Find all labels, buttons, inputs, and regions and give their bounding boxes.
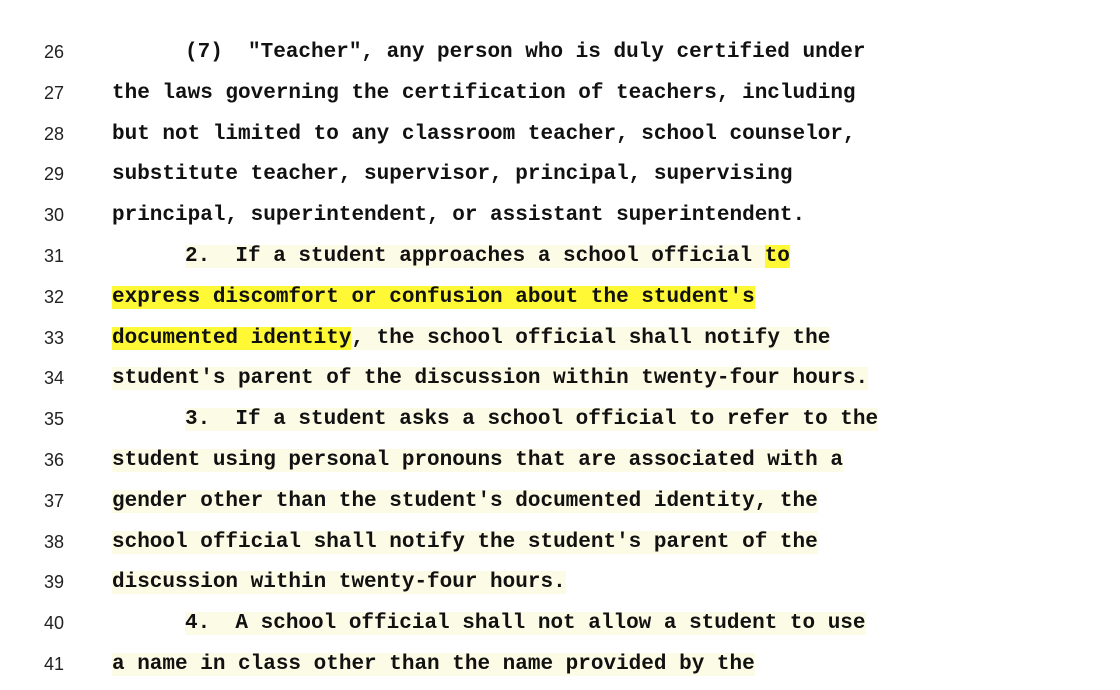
- line-number: 31: [44, 246, 65, 266]
- line-number: 26: [44, 42, 65, 62]
- text-segment: substitute teacher, supervisor, principal, supervising: [112, 163, 793, 187]
- document-line: [0, 644, 1120, 685]
- document-line: [0, 277, 1120, 318]
- line-number: 27: [44, 82, 65, 103]
- document-line: [0, 73, 1120, 114]
- document-line: [0, 154, 1120, 195]
- text-segment: school official shall notify the student's parent of the: [112, 530, 818, 554]
- line-number: 36: [44, 450, 65, 470]
- text-segment: , the school official shall notify the: [351, 326, 831, 350]
- document-line: [0, 358, 1120, 399]
- document-line: [0, 522, 1120, 563]
- text-segment: but not limited to any classroom teacher, school counselor,: [112, 122, 856, 146]
- line-number: 33: [44, 327, 65, 348]
- highlighted-text: express discomfort or confusion about the student's: [112, 285, 755, 309]
- text-segment: 2. If a student approaches a school official: [185, 245, 765, 268]
- line-number: 39: [44, 572, 65, 593]
- line-text: [112, 73, 856, 114]
- text-segment: student using personal pronouns that are associated with a: [112, 449, 843, 472]
- line-text: [112, 440, 843, 481]
- text-segment: principal, superintendent, or assistant superintendent.: [112, 204, 806, 228]
- document-line: [0, 399, 1120, 440]
- document-line: [0, 32, 1120, 73]
- text-segment: student's parent of the discussion within twenty-four hours.: [112, 367, 869, 391]
- text-segment: the laws governing the certification of teachers, including: [112, 81, 856, 105]
- text-segment: a name in class other than the name provided by the: [112, 653, 755, 676]
- text-segment: gender other than the student's documented identity, the: [112, 489, 818, 513]
- line-text: [112, 277, 755, 318]
- text-segment: 4. A school official shall not allow a student to use: [185, 612, 866, 636]
- document-line: [0, 562, 1120, 603]
- document-line: [0, 481, 1120, 522]
- line-number: 34: [44, 368, 65, 389]
- line-text: [112, 114, 856, 155]
- highlighted-text: documented identity: [112, 326, 352, 350]
- text-segment: discussion within twenty-four hours.: [112, 571, 566, 595]
- line-text: [112, 195, 805, 236]
- document-line: [0, 440, 1120, 481]
- highlighted-text: to: [764, 245, 790, 268]
- line-number: 41: [44, 654, 65, 674]
- line-text: [112, 481, 818, 522]
- line-number: 29: [44, 164, 65, 185]
- line-number: 37: [44, 490, 65, 511]
- line-text: [112, 318, 830, 359]
- line-number: 38: [44, 531, 65, 552]
- line-number: 32: [44, 286, 65, 307]
- line-text: [112, 562, 566, 603]
- document-line: [0, 114, 1120, 155]
- document-line: [0, 603, 1120, 644]
- line-number: 30: [44, 205, 65, 226]
- line-text: [185, 32, 866, 73]
- line-text: [112, 522, 818, 563]
- line-text: [112, 644, 755, 685]
- document-line: [0, 236, 1120, 277]
- line-text: [185, 603, 866, 644]
- text-segment: (7) "Teacher", any person who is duly certified under: [185, 41, 866, 64]
- line-number: 28: [44, 123, 65, 144]
- line-text: [185, 236, 790, 277]
- line-text: [112, 154, 793, 195]
- text-segment: 3. If a student asks a school official to refer to the: [185, 408, 879, 432]
- line-number: 40: [44, 613, 65, 634]
- document-line: [0, 318, 1120, 359]
- line-text: [112, 358, 868, 399]
- document-line: [0, 195, 1120, 236]
- line-number: 35: [44, 409, 65, 430]
- line-text: [185, 399, 878, 440]
